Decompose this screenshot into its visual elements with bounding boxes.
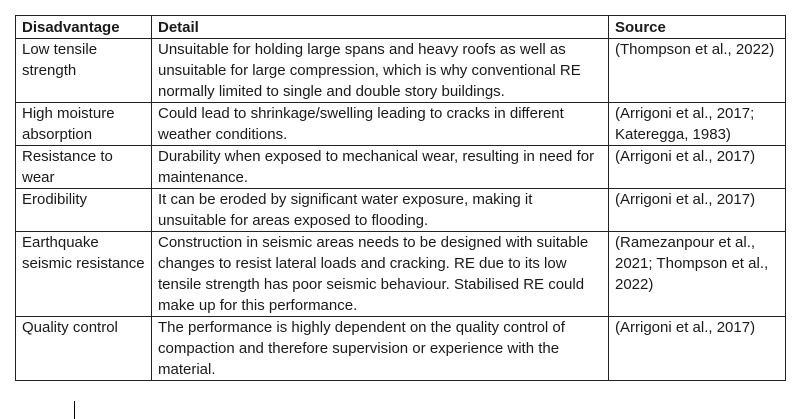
cell-detail: It can be eroded by significant water exposure, making it unsuitable for areas exposed to flooding. [152, 189, 609, 232]
cell-disadvantage: Low tensile strength [16, 39, 152, 103]
cell-source: (Arrigoni et al., 2017) [609, 189, 786, 232]
cell-disadvantage: Resistance to wear [16, 146, 152, 189]
text-cursor [74, 401, 75, 419]
cell-disadvantage: Erodibility [16, 189, 152, 232]
table-row [16, 317, 786, 381]
cell-source: (Ramezanpour et al., 2021; Thompson et al., 2022) [609, 232, 786, 317]
cell-disadvantage: High moisture absorption [16, 103, 152, 146]
table-header-row [16, 16, 786, 39]
cell-source: (Arrigoni et al., 2017) [609, 317, 786, 381]
cell-detail: Durability when exposed to mechanical wear, resulting in need for maintenance. [152, 146, 609, 189]
header-detail: Detail [152, 16, 609, 39]
table-row [16, 232, 786, 317]
cell-detail: Could lead to shrinkage/swelling leading to cracks in different weather conditions. [152, 103, 609, 146]
cell-detail: The performance is highly dependent on the quality control of compaction and therefore supervision or experience with the material. [152, 317, 609, 381]
header-source: Source [609, 16, 786, 39]
cell-disadvantage: Earthquake seismic resistance [16, 232, 152, 317]
cell-source: (Arrigoni et al., 2017) [609, 146, 786, 189]
table-row [16, 189, 786, 232]
table-row [16, 39, 786, 103]
cell-source: (Arrigoni et al., 2017; Kateregga, 1983) [609, 103, 786, 146]
cell-source: (Thompson et al., 2022) [609, 39, 786, 103]
table-row [16, 103, 786, 146]
disadvantages-table [15, 15, 786, 381]
header-disadvantage: Disadvantage [16, 16, 152, 39]
table-row [16, 146, 786, 189]
cell-disadvantage: Quality control [16, 317, 152, 381]
cell-detail: Construction in seismic areas needs to be designed with suitable changes to resist lateral loads and cracking. RE due to its low tensile strength has poor seismic behaviour. Stabilised RE could make up for this performance. [152, 232, 609, 317]
cell-detail: Unsuitable for holding large spans and heavy roofs as well as unsuitable for large compression, which is why conventional RE normally limited to single and double story buildings. [152, 39, 609, 103]
